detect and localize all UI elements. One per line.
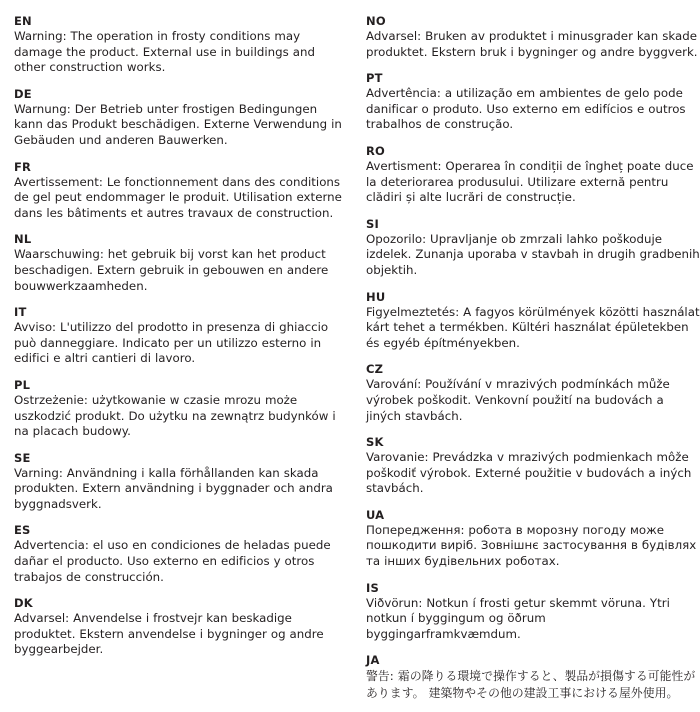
- language-entry-ja: [366, 653, 700, 701]
- language-code-si: SI: [366, 216, 379, 231]
- language-entry-no: [366, 14, 700, 60]
- warning-text-is: Viðvörun: Notkun í frosti getur skemmt vöruna. Ytri notkun í byggingum og öðrum byggingarframkvæmdum.: [366, 595, 670, 641]
- language-code-is: IS: [366, 580, 379, 595]
- language-entry-de: [14, 87, 348, 149]
- warning-text-no: Advarsel: Bruken av produktet i minusgrader kan skade produktet. Ekstern bruk i bygninger og andre byggverk.: [366, 29, 698, 59]
- language-entry-sk: [366, 435, 700, 497]
- warning-text-es: Advertencia: el uso en condiciones de heladas puede dañar el producto. Uso externo en edificios y otros trabajos de construcción.: [14, 538, 331, 584]
- language-code-cz: CZ: [366, 362, 384, 377]
- language-entry-ua: [366, 508, 700, 570]
- warning-text-si: Opozorilo: Upravljanje ob zmrzali lahko poškoduje izdelek. Zunanja uporaba v stavbah in drugih gradbenih objektih.: [366, 231, 700, 277]
- language-entry-pl: [14, 378, 348, 440]
- language-entry-si: [366, 217, 700, 279]
- language-code-nl: NL: [14, 232, 32, 247]
- warning-text-sk: Varovanie: Prevádzka v mrazivých podmienkach môže poškodiť výrobok. Externé použitie v budovách a iných stavbách.: [366, 450, 692, 496]
- warning-text-fr: Avertissement: Le fonctionnement dans des conditions de gel peut endommager le produit. Utilisation externe dans les bâtiments et autres travaux de construction.: [14, 174, 342, 220]
- language-entry-se: [14, 451, 348, 513]
- warning-text-se: Varning: Användning i kalla förhållanden kan skada produkten. Extern användning i byggnader och andra byggnadsverk.: [14, 465, 333, 511]
- warning-text-cz: Varování: Používání v mrazivých podmínkách může výrobek poškodit. Venkovní použití na budovách a jiných stavbách.: [366, 377, 670, 423]
- language-entry-en: [14, 14, 348, 76]
- warning-text-pt: Advertência: a utilização em ambientes de gelo pode danificar o produto. Uso externo em edifícios e outros trabalhos de construção.: [366, 86, 686, 132]
- language-entry-ro: [366, 144, 700, 206]
- language-entry-cz: [366, 362, 700, 424]
- language-entry-pt: [366, 71, 700, 133]
- language-code-hu: HU: [366, 289, 386, 304]
- warning-text-it: Avviso: L'utilizzo del prodotto in presenza di ghiaccio può danneggiare. Indicato per un utilizzo esterno in edifici e altri cantieri di lavoro.: [14, 320, 329, 366]
- language-code-pt: PT: [366, 71, 383, 86]
- language-code-pl: PL: [14, 377, 31, 392]
- warning-text-hu: Figyelmeztetés: A fagyos körülmények közötti használat kárt tehet a termékben. Kültéri használat épületekben és egyéb építményekben.: [366, 304, 700, 350]
- warning-text-de: Warnung: Der Betrieb unter frostigen Bedingungen kann das Produkt beschädigen. Externe Verwendung in Gebäuden und anderen Bauwerken.: [14, 101, 342, 147]
- language-entry-is: [366, 581, 700, 643]
- language-code-fr: FR: [14, 159, 32, 174]
- warning-text-dk: Advarsel: Anvendelse i frostvejr kan beskadige produktet. Ekstern anvendelse i bygninger og andre byggearbejder.: [14, 611, 324, 657]
- language-code-sk: SK: [366, 435, 384, 450]
- language-entry-hu: [366, 290, 700, 352]
- language-code-no: NO: [366, 14, 386, 28]
- warning-text-ro: Avertisment: Operarea în condiții de îngheț poate duce la deteriorarea produsului. Utilizare externă pentru clădiri și alte lucrări de construcție.: [366, 158, 694, 205]
- language-code-ja: JA: [366, 653, 380, 668]
- two-column-layout: [14, 14, 700, 700]
- warning-text-en: Warning: The operation in frosty conditions may damage the product. External use in buildings and other construction works.: [14, 29, 315, 75]
- language-code-en: EN: [14, 14, 32, 28]
- language-code-dk: DK: [14, 596, 33, 611]
- language-code-es: ES: [14, 523, 31, 538]
- language-entry-it: [14, 305, 348, 367]
- language-entry-nl: [14, 232, 348, 294]
- warning-text-nl: Waarschuwing: het gebruik bij vorst kan het product beschadigen. Extern gebruik in gebouwen en andere bouwwerkzaamheden.: [14, 247, 329, 293]
- language-code-ro: RO: [366, 143, 386, 158]
- language-code-se: SE: [14, 450, 31, 465]
- right-language-column: [366, 14, 700, 712]
- language-entry-es: [14, 523, 348, 585]
- language-code-ua: UA: [366, 507, 385, 522]
- language-code-it: IT: [14, 305, 27, 320]
- language-code-de: DE: [14, 86, 32, 101]
- language-entry-dk: [14, 596, 348, 658]
- warning-text-ua: Попередження: робота в морозну погоду може пошкодити виріб. Зовнішнє застосування в будівлях та інших будівельних роботах.: [366, 522, 697, 569]
- warning-text-ja: 警告: 霜の降りる環境で操作すると、製品が損傷する可能性があります。 建築物やその他の建設工事における屋外使用。: [366, 669, 696, 700]
- language-entry-fr: [14, 160, 348, 222]
- left-language-column: [14, 14, 348, 669]
- warning-text-pl: Ostrzeżenie: użytkowanie w czasie mrozu może uszkodzić produkt. Do użytku na zewnątrz budynków i na placach budowy.: [14, 392, 336, 439]
